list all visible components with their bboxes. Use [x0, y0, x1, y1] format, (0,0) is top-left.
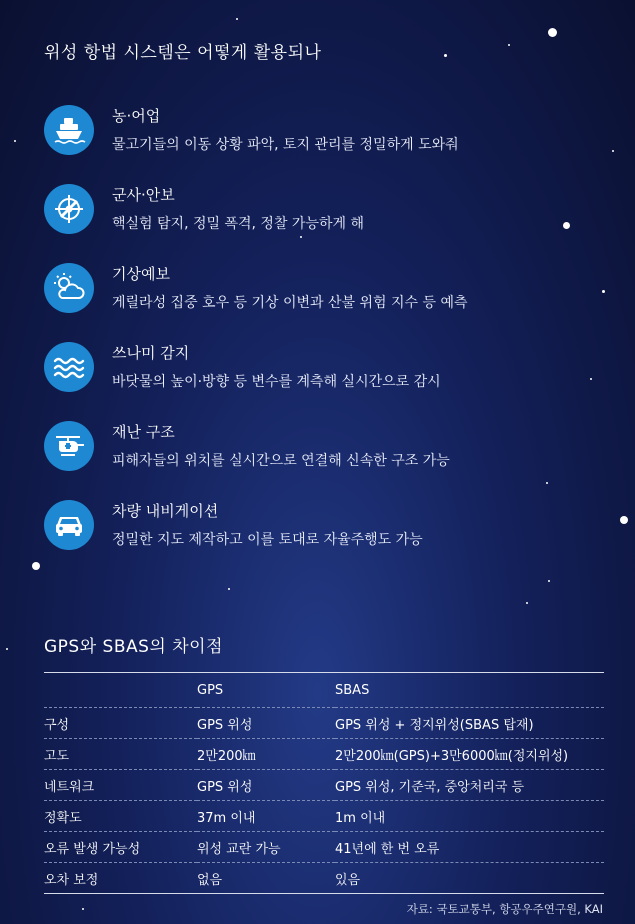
table-row — [44, 832, 604, 863]
car-icon — [44, 500, 94, 550]
gps-cell: 2만200㎞ — [197, 739, 335, 770]
table-header-row — [44, 673, 604, 708]
use-title: 쓰나미 감지 — [112, 344, 190, 362]
header-cell: SBAS — [335, 673, 604, 708]
star — [14, 140, 16, 142]
weather-icon — [44, 263, 94, 313]
use-item-military — [44, 169, 624, 248]
use-title: 재난 구조 — [112, 423, 175, 441]
comparison-table — [44, 672, 604, 894]
row-label: 정확도 — [44, 801, 197, 832]
gps-cell: GPS 위성 — [197, 708, 335, 739]
row-label: 오차 보정 — [44, 863, 197, 894]
gps-cell: GPS 위성 — [197, 770, 335, 801]
table-row — [44, 770, 604, 801]
use-desc: 바닷물의 높이·방향 등 변수를 계측해 실시간으로 감시 — [112, 374, 441, 390]
header-cell: GPS — [197, 673, 335, 708]
sbas-cell: 2만200㎞(GPS)+3만6000㎞(정지위성) — [335, 739, 604, 770]
row-label: 고도 — [44, 739, 197, 770]
helicopter-icon — [44, 421, 94, 471]
use-item-rescue — [44, 406, 624, 485]
header-cell — [44, 673, 197, 708]
star — [444, 54, 447, 57]
source-note: 자료: 국토교통부, 항공우주연구원, KAI — [406, 902, 603, 916]
gps-cell: 없음 — [197, 863, 335, 894]
star — [228, 588, 230, 590]
star — [508, 44, 510, 46]
ship-icon — [44, 105, 94, 155]
wave-icon — [44, 342, 94, 392]
use-desc: 게릴라성 집중 호우 등 기상 이변과 산불 위험 지수 등 예측 — [112, 295, 468, 311]
use-item-navigation — [44, 485, 624, 564]
sbas-cell: GPS 위성, 기준국, 중앙처리국 등 — [335, 770, 604, 801]
sbas-cell: 1m 이내 — [335, 801, 604, 832]
star — [32, 562, 40, 570]
table-row — [44, 739, 604, 770]
uses-title: 위성 항법 시스템은 어떻게 활용되나 — [44, 43, 322, 63]
star — [82, 908, 84, 910]
table-row — [44, 708, 604, 739]
gps-cell: 37m 이내 — [197, 801, 335, 832]
star — [548, 28, 557, 37]
table-row — [44, 863, 604, 894]
use-item-agriculture — [44, 90, 624, 169]
use-desc: 정밀한 지도 제작하고 이를 토대로 자율주행도 가능 — [112, 532, 423, 548]
table-title: GPS와 SBAS의 차이점 — [44, 637, 224, 657]
sbas-cell: 41년에 한 번 오류 — [335, 832, 604, 863]
use-desc: 물고기들의 이동 상황 파악, 토지 관리를 정밀하게 도와줘 — [112, 137, 459, 153]
sbas-cell: 있음 — [335, 863, 604, 894]
use-title: 군사·안보 — [112, 186, 175, 204]
star — [236, 18, 238, 20]
gps-cell: 위성 교란 가능 — [197, 832, 335, 863]
sbas-cell: GPS 위성 + 정지위성(SBAS 탑재) — [335, 708, 604, 739]
crosshair-icon — [44, 184, 94, 234]
star — [526, 602, 528, 604]
use-item-weather — [44, 248, 624, 327]
use-title: 농·어업 — [112, 107, 161, 125]
row-label: 네트워크 — [44, 770, 197, 801]
row-label: 구성 — [44, 708, 197, 739]
use-title: 차량 내비게이션 — [112, 502, 219, 520]
row-label: 오류 발생 가능성 — [44, 832, 197, 863]
use-item-tsunami — [44, 327, 624, 406]
star — [548, 580, 550, 582]
use-list — [44, 90, 624, 564]
table-row — [44, 801, 604, 832]
use-desc: 피해자들의 위치를 실시간으로 연결해 신속한 구조 가능 — [112, 453, 450, 469]
use-title: 기상예보 — [112, 265, 170, 283]
use-desc: 핵실험 탐지, 정밀 폭격, 정찰 가능하게 해 — [112, 216, 364, 232]
star — [6, 648, 8, 650]
